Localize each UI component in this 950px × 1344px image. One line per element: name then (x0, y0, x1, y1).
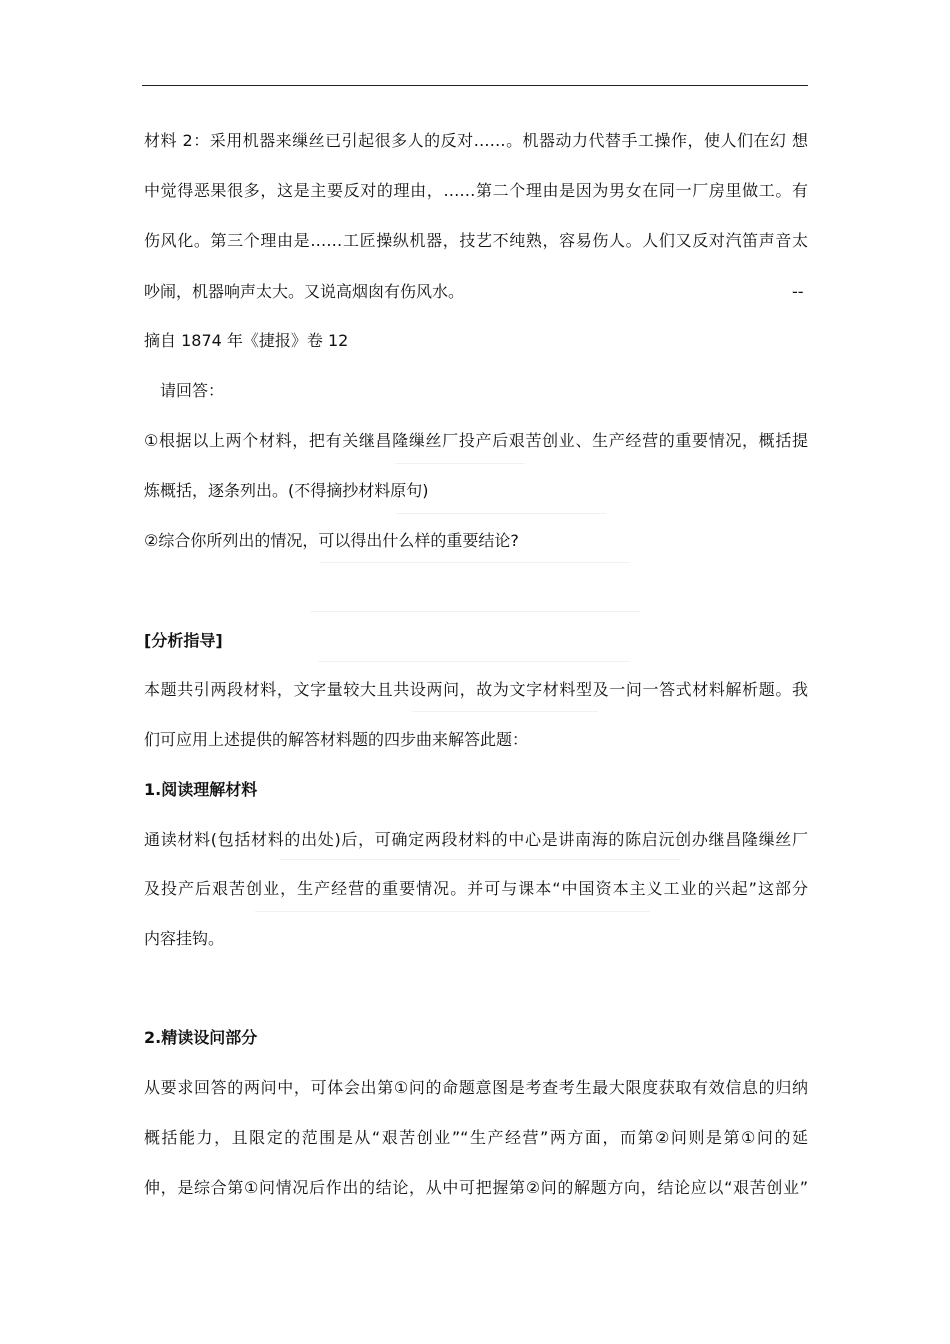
step-2-line-1: 从要求回答的两问中，可体会出第①问的命题意图是考查考生最大限度获取有效信息的归纳 (144, 1078, 808, 1097)
step-1-heading: 1.阅读理解材料 (144, 780, 258, 799)
step-1-line-1: 通读材料(包括材料的出处)后，可确定两段材料的中心是讲南海的陈启沅创办继昌隆缫丝厂 (144, 830, 808, 849)
header-rule (142, 85, 808, 86)
question-1-line-2: 炼概括，逐条列出。(不得摘抄材料原句) (144, 481, 429, 500)
faint-rule (320, 562, 630, 563)
faint-rule (280, 859, 680, 860)
step-2-line-3: 伸，是综合第①问情况后作出的结论，从中可把握第②问的解题方向，结论应以“艰苦创业” (144, 1178, 808, 1197)
faint-rule (412, 711, 598, 712)
faint-rule (255, 911, 650, 912)
faint-rule (395, 463, 525, 464)
step-2-heading: 2.精读设问部分 (144, 1028, 258, 1047)
step-2-line-2: 概括能力，且限定的范围是从“艰苦创业”“生产经营”两方面，而第②问则是第①问的延 (144, 1128, 808, 1147)
material2-line-4: 吵闹，机器响声太大。又说高烟囱有伤风水。 (144, 282, 465, 301)
analysis-intro-line-2: 们可应用上述提供的解答材料题的四步曲来解答此题： (144, 730, 529, 749)
material2-source: 摘自 1874 年《捷报》卷 12 (144, 331, 349, 350)
step-1-line-3: 内容挂钩。 (144, 929, 225, 948)
question-2: ②综合你所列出的情况，可以得出什么样的重要结论? (144, 531, 519, 550)
analysis-heading: [分析指导] (144, 631, 223, 650)
faint-rule (318, 661, 630, 662)
step-1-line-2: 及投产后艰苦创业，生产经营的重要情况。并可与课本“中国资本主义工业的兴起”这部分 (144, 879, 808, 898)
faint-rule (396, 513, 606, 514)
answer-prompt: 请回答： (160, 381, 225, 400)
faint-rule (310, 611, 640, 612)
material2-line-2: 中觉得恶果很多，这是主要反对的理由，……第二个理由是因为男女在同一厂房里做工。有 (144, 181, 808, 200)
analysis-intro-line-1: 本题共引两段材料，文字量较大且共设两问，故为文字材料型及一问一答式材料解析题。我 (144, 680, 808, 699)
material2-line-1: 材料 2：采用机器来缫丝已引起很多人的反对……。机器动力代替手工操作，使人们在幻 想 (144, 131, 808, 150)
material2-line-3: 伤风化。第三个理由是……工匠操纵机器，技艺不纯熟，容易伤人。人们又反对汽笛声音太 (144, 231, 808, 250)
question-1-line-1: ①根据以上两个材料，把有关继昌隆缫丝厂投产后艰苦创业、生产经营的重要情况，概括提 (144, 431, 808, 450)
material2-dashes: -- (792, 282, 804, 301)
